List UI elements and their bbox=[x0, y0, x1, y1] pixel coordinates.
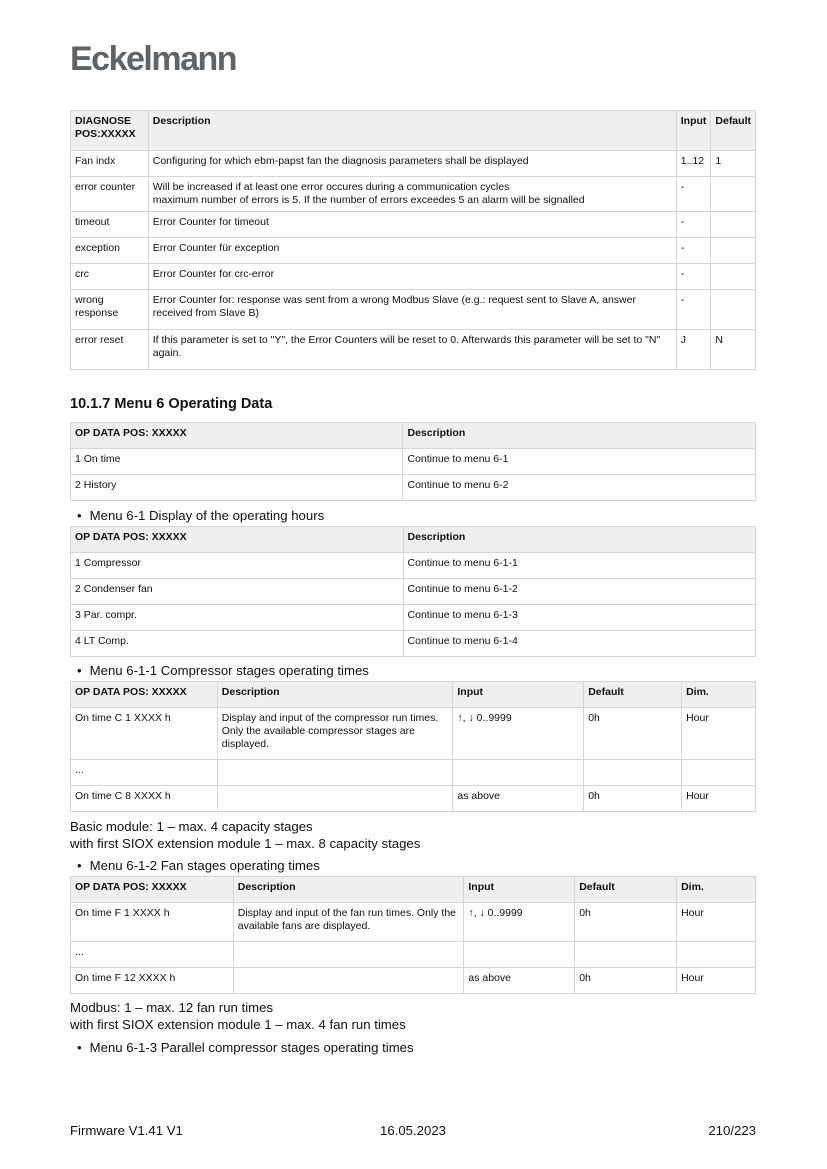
table-cell: J bbox=[676, 330, 711, 370]
compressor-times-table bbox=[70, 681, 756, 812]
table-cell: - bbox=[676, 177, 711, 212]
table-cell: N bbox=[711, 330, 756, 370]
note-line: with first SIOX extension module 1 – max. 8 capacity stages bbox=[70, 835, 421, 851]
table-cell: 1 On time bbox=[71, 449, 403, 475]
table-header-row bbox=[71, 877, 756, 903]
table-cell bbox=[464, 942, 575, 968]
table-cell bbox=[711, 212, 756, 238]
footer-firmware: Firmware V1.41 V1 bbox=[70, 1123, 183, 1138]
table-cell: On time F 12 XXXX h bbox=[71, 968, 234, 994]
table-cell: - bbox=[676, 238, 711, 264]
table-cell: 1 Compressor bbox=[71, 553, 404, 579]
header-cell: Description bbox=[148, 111, 676, 151]
table-row bbox=[71, 579, 756, 605]
table-cell: 0h bbox=[584, 786, 682, 812]
bullet-menu-6-1-1: • Menu 6-1-1 Compressor stages operating times bbox=[77, 663, 369, 678]
table-row bbox=[71, 151, 756, 177]
table-cell: Error Counter for timeout bbox=[148, 212, 676, 238]
fan-times-table bbox=[70, 876, 756, 994]
header-cell: Input bbox=[464, 877, 575, 903]
table-row bbox=[71, 631, 756, 657]
table-row bbox=[71, 449, 756, 475]
table-cell bbox=[233, 942, 464, 968]
menu6-1-table bbox=[70, 526, 756, 657]
table-cell: Display and input of the compressor run times. Only the available compressor stages are displayed. bbox=[217, 708, 453, 760]
note-line: Basic module: 1 – max. 4 capacity stages bbox=[70, 819, 313, 834]
table-cell: Fan indx bbox=[71, 151, 149, 177]
note-line: with first SIOX extension module 1 – max. 4 fan run times bbox=[70, 1016, 406, 1032]
table-row bbox=[71, 605, 756, 631]
table-cell: Error Counter für exception bbox=[148, 238, 676, 264]
table-cell: On time F 1 XXXX h bbox=[71, 903, 234, 942]
table-row bbox=[71, 238, 756, 264]
bullet-menu-6-1-3: • Menu 6-1-3 Parallel compressor stages operating times bbox=[77, 1040, 414, 1055]
table-cell: ↑, ↓ 0..9999 bbox=[464, 903, 575, 942]
table-cell bbox=[677, 942, 756, 968]
table-cell: - bbox=[676, 290, 711, 330]
table-header-row bbox=[71, 527, 756, 553]
table-cell: Continue to menu 6-1 bbox=[403, 449, 756, 475]
table-cell bbox=[682, 760, 756, 786]
table-cell: crc bbox=[71, 264, 149, 290]
header-cell: Description bbox=[403, 423, 756, 449]
bullet-menu-6-1-2: • Menu 6-1-2 Fan stages operating times bbox=[77, 858, 320, 873]
table-cell: Continue to menu 6-1-4 bbox=[403, 631, 755, 657]
company-logo: Eckelmann bbox=[70, 40, 237, 78]
table-cell: Hour bbox=[677, 903, 756, 942]
table-cell bbox=[711, 177, 756, 212]
table-cell: If this parameter is set to "Y", the Error Counters will be reset to 0. Afterwards this parameter will be set to "N" again. bbox=[148, 330, 676, 370]
table-cell bbox=[217, 786, 453, 812]
table-cell: Error Counter for: response was sent from a wrong Modbus Slave (e.g.: request sent to Slave A, answer received from Slave B) bbox=[148, 290, 676, 330]
table-cell: ... bbox=[71, 760, 218, 786]
table-cell: error counter bbox=[71, 177, 149, 212]
table-cell: - bbox=[676, 264, 711, 290]
table-cell: ↑, ↓ 0..9999 bbox=[453, 708, 584, 760]
menu6-table bbox=[70, 422, 756, 501]
table-cell: as above bbox=[464, 968, 575, 994]
header-cell: Input bbox=[676, 111, 711, 151]
table-row bbox=[71, 786, 756, 812]
table-cell: timeout bbox=[71, 212, 149, 238]
table-cell: - bbox=[676, 212, 711, 238]
header-cell: OP DATA POS: XXXXX bbox=[71, 877, 234, 903]
table-cell: Continue to menu 6-1-2 bbox=[403, 579, 755, 605]
header-cell: Input bbox=[453, 682, 584, 708]
table-cell: 0h bbox=[575, 903, 677, 942]
table-cell bbox=[711, 264, 756, 290]
table-row bbox=[71, 968, 756, 994]
table-header-row bbox=[71, 423, 756, 449]
header-cell: Default bbox=[584, 682, 682, 708]
table-cell: Will be increased if at least one error occures during a communication cycles maximum number of errors is 5. If the number of errors exceedes 5 an alarm will be signalled bbox=[148, 177, 676, 212]
table-cell: 2 Condenser fan bbox=[71, 579, 404, 605]
footer-page-number: 210/223 bbox=[708, 1123, 756, 1138]
table-header-row bbox=[71, 682, 756, 708]
table-cell bbox=[217, 760, 453, 786]
header-cell: Default bbox=[575, 877, 677, 903]
table-cell: wrong response bbox=[71, 290, 149, 330]
table-cell: Configuring for which ebm-papst fan the diagnosis parameters shall be displayed bbox=[148, 151, 676, 177]
table-cell bbox=[711, 238, 756, 264]
table-cell: 0h bbox=[575, 968, 677, 994]
table-cell: 1 bbox=[711, 151, 756, 177]
table-row bbox=[71, 290, 756, 330]
table-cell: ... bbox=[71, 942, 234, 968]
table-cell: 2 History bbox=[71, 475, 403, 501]
table-row bbox=[71, 212, 756, 238]
table-cell: Display and input of the fan run times. Only the available fans are displayed. bbox=[233, 903, 464, 942]
note-line: Modbus: 1 – max. 12 fan run times bbox=[70, 1000, 274, 1015]
table-row bbox=[71, 475, 756, 501]
header-cell: Dim. bbox=[682, 682, 756, 708]
table-cell: Hour bbox=[682, 786, 756, 812]
header-cell: Description bbox=[403, 527, 755, 553]
note-fan-run-times bbox=[70, 1000, 406, 1033]
table-row bbox=[71, 330, 756, 370]
table-row bbox=[71, 760, 756, 786]
table-cell bbox=[575, 942, 677, 968]
table-cell: On time C 8 XXXX h bbox=[71, 786, 218, 812]
table-cell: 4 LT Comp. bbox=[71, 631, 404, 657]
table-cell: Hour bbox=[682, 708, 756, 760]
table-cell: On time C 1 XXXX h bbox=[71, 708, 218, 760]
header-cell: OP DATA POS: XXXXX bbox=[71, 423, 403, 449]
diagnose-table bbox=[70, 110, 756, 370]
table-cell: Continue to menu 6-1-1 bbox=[403, 553, 755, 579]
table-cell: 1..12 bbox=[676, 151, 711, 177]
table-cell bbox=[584, 760, 682, 786]
table-cell: Continue to menu 6-1-3 bbox=[403, 605, 755, 631]
table-row bbox=[71, 177, 756, 212]
header-cell: DIAGNOSE POS:XXXXX bbox=[71, 111, 149, 151]
table-cell: Hour bbox=[677, 968, 756, 994]
bullet-menu-6-1: • Menu 6-1 Display of the operating hours bbox=[77, 508, 324, 523]
header-cell: Default bbox=[711, 111, 756, 151]
header-cell: Description bbox=[233, 877, 464, 903]
header-cell: Dim. bbox=[677, 877, 756, 903]
table-cell bbox=[453, 760, 584, 786]
table-row bbox=[71, 553, 756, 579]
table-cell: as above bbox=[453, 786, 584, 812]
table-row bbox=[71, 903, 756, 942]
table-row bbox=[71, 264, 756, 290]
table-header-row bbox=[71, 111, 756, 151]
table-row bbox=[71, 708, 756, 760]
section-title: 10.1.7 Menu 6 Operating Data bbox=[70, 396, 273, 412]
table-cell bbox=[711, 290, 756, 330]
table-cell: Error Counter for crc-error bbox=[148, 264, 676, 290]
table-cell bbox=[233, 968, 464, 994]
table-row bbox=[71, 942, 756, 968]
footer-date: 16.05.2023 bbox=[380, 1123, 447, 1138]
header-cell: Description bbox=[217, 682, 453, 708]
table-cell: exception bbox=[71, 238, 149, 264]
table-cell: 0h bbox=[584, 708, 682, 760]
table-cell: Continue to menu 6-2 bbox=[403, 475, 756, 501]
header-cell: OP DATA POS: XXXXX bbox=[71, 527, 404, 553]
table-cell: 3 Par. compr. bbox=[71, 605, 404, 631]
table-cell: error reset bbox=[71, 330, 149, 370]
note-capacity-stages bbox=[70, 819, 420, 852]
header-cell: OP DATA POS: XXXXX bbox=[71, 682, 218, 708]
